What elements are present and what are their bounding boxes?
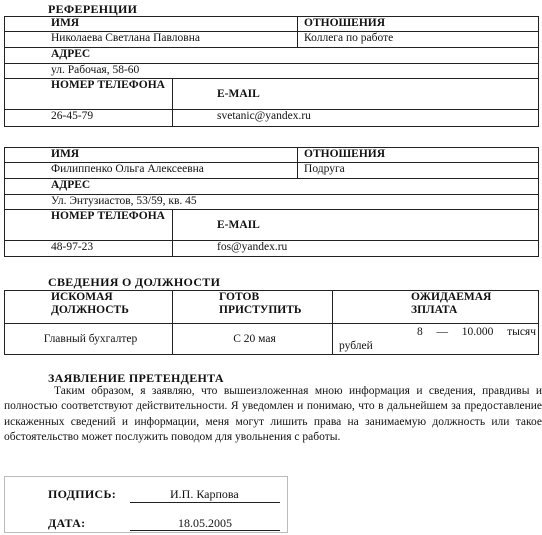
statement-text	[4, 384, 542, 445]
reference-email: fos@yandex.ru	[173, 241, 539, 257]
reference-phone: 48-97-23	[5, 241, 173, 257]
position-col-salary-label: ОЖИДАЕМАЯ ЗПЛАТА	[411, 291, 492, 316]
phone-header	[5, 210, 173, 241]
position-col-desired	[5, 291, 173, 324]
reference-table-2	[4, 147, 539, 257]
name-header: ИМЯ	[5, 17, 298, 32]
reference-table-1	[4, 16, 539, 127]
position-title: СВЕДЕНИЯ О ДОЛЖНОСТИ	[48, 275, 221, 289]
reference-email: svetanic@yandex.ru	[173, 110, 539, 127]
address-header: АДРЕС	[5, 179, 539, 195]
date-line	[130, 511, 280, 531]
email-header: E-MAIL	[173, 79, 539, 110]
signature-value: И.П. Карпова	[170, 487, 239, 501]
position-desired-value: Главный бухгалтер	[5, 324, 173, 355]
position-salary-value	[333, 324, 539, 355]
statement-body: Таким образом, я заявляю, что вышеизложенная мною информация и сведения, правдивы и полностью соответствуют действительности. Я уведомлен и понимаю, что в дальнейшем за предоставление искаженных сведений и информации, меня могут лишить права на занимаемую должность или такое обстоятельство может послужить поводом для увольнения с работы.	[4, 385, 542, 443]
position-salary-text: 8 — 10.000 тысяч рублей	[339, 326, 536, 352]
name-header: ИМЯ	[5, 148, 298, 163]
phone-header-label: НОМЕР ТЕЛЕФОНА	[51, 79, 165, 91]
position-col-start-label: ГОТОВ ПРИСТУПИТЬ	[219, 291, 302, 316]
position-col-start	[173, 291, 333, 324]
reference-name: Филиппенко Ольга Алексеевна	[5, 163, 298, 179]
email-header: E-MAIL	[173, 210, 539, 241]
position-col-salary	[333, 291, 539, 324]
phone-header	[5, 79, 173, 110]
signature-label: ПОДПИСЬ:	[48, 487, 116, 501]
date-value: 18.05.2005	[178, 516, 232, 530]
position-col-desired-label: ИСКОМАЯ ДОЛЖНОСТЬ	[51, 291, 129, 316]
relation-header: ОТНОШЕНИЯ	[298, 17, 539, 32]
reference-phone: 26-45-79	[5, 110, 173, 127]
position-table	[4, 290, 539, 355]
reference-name: Николаева Светлана Павловна	[5, 32, 298, 48]
relation-header: ОТНОШЕНИЯ	[298, 148, 539, 163]
position-start-value: С 20 мая	[173, 324, 333, 355]
reference-address: Ул. Энтузиастов, 53/59, кв. 45	[5, 195, 539, 210]
signature-line	[130, 482, 280, 503]
reference-relation: Коллега по работе	[298, 32, 539, 48]
reference-relation: Подруга	[298, 163, 539, 179]
statement-title: ЗАЯВЛЕНИЕ ПРЕТЕНДЕНТА	[48, 371, 224, 385]
date-label: ДАТА:	[48, 516, 86, 530]
reference-address: ул. Рабочая, 58-60	[5, 64, 539, 79]
address-header: АДРЕС	[5, 48, 539, 64]
phone-header-label: НОМЕР ТЕЛЕФОНА	[51, 210, 165, 222]
references-title: РЕФЕРЕНЦИИ	[48, 2, 138, 16]
